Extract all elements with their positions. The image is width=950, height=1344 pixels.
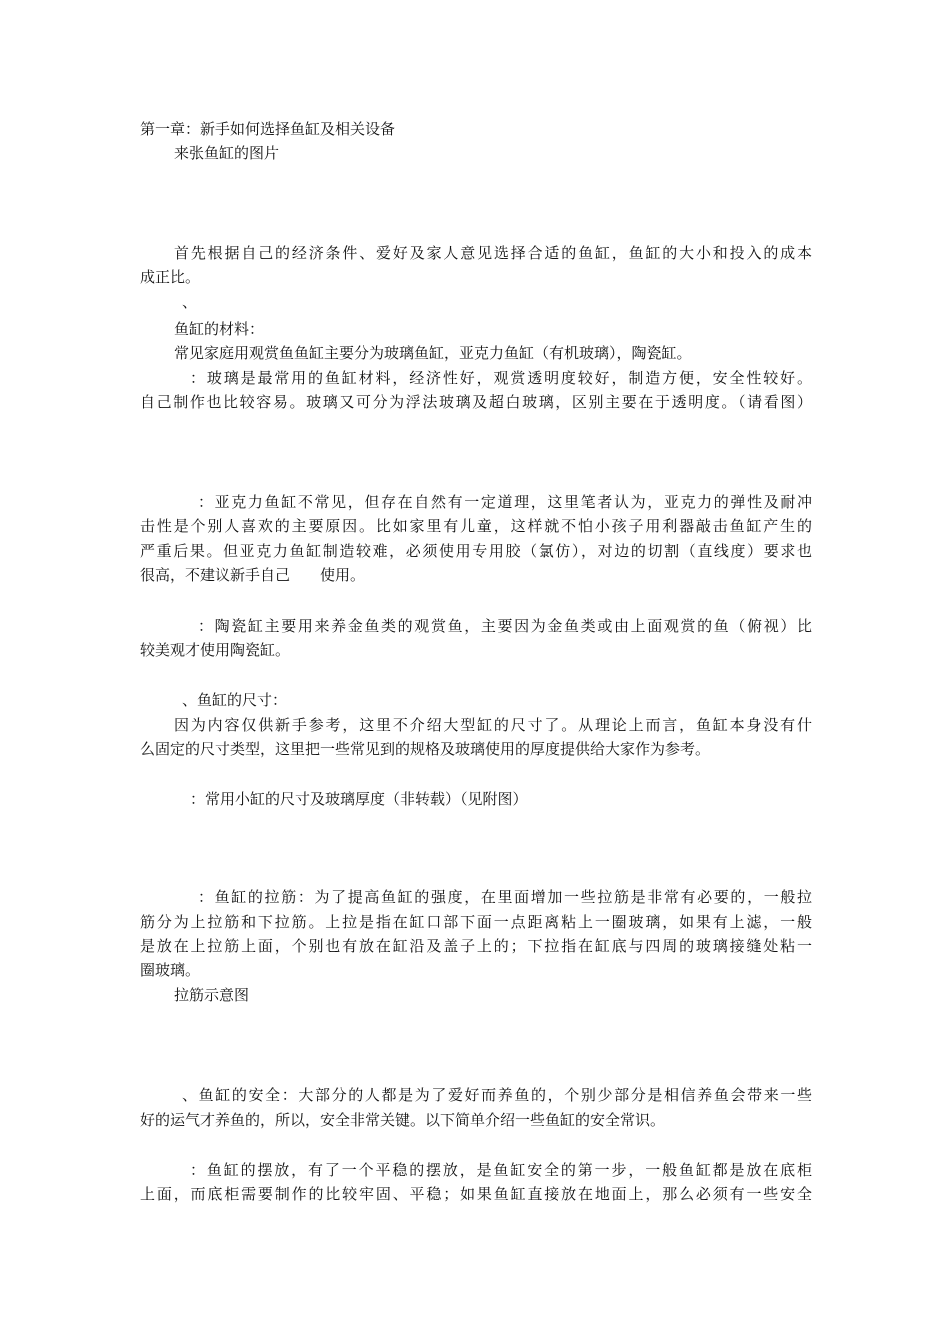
ribs-line-2: 筋分为上拉筋和下拉筋。上拉是指在缸口部下面一点距离粘上一圈玻璃，如果有上滤，一般 [140,913,812,931]
list-mark: 、 [182,293,198,311]
size-line-1: 因为内容仅供新手参考，这里不介绍大型缸的尺寸了。从理论上而言，鱼缸本身没有什 [174,716,812,734]
glass-line-1: ：玻璃是最常用的鱼缸材料，经济性好，观赏透明度较好，制造方便，安全性较好。 [190,369,812,387]
ribs-line-1: ：鱼缸的拉筋：为了提高鱼缸的强度，在里面增加一些拉筋是非常有必要的，一般拉 [198,888,812,906]
intro-line-1: 首先根据自己的经济条件、爱好及家人意见选择合适的鱼缸，鱼缸的大小和投入的成本 [174,244,812,262]
materials-overview: 常见家庭用观赏鱼鱼缸主要分为玻璃鱼缸，亚克力鱼缸（有机玻璃），陶瓷缸。 [174,344,692,362]
intro-line-2: 成正比。 [140,268,201,286]
acrylic-line-3: 严重后果。但亚克力鱼缸制造较难，必须使用专用胶（氯仿），对边的切割（直线度）要求也 [140,542,812,560]
chapter-title: 第一章：新手如何选择鱼缸及相关设备 [140,120,396,138]
ribs-line-3: 是放在上拉筋上面，个别也有放在缸沿及盖子上的；下拉指在缸底与四周的玻璃接缝处粘一 [140,937,812,955]
ribs-line-4: 圈玻璃。 [140,961,201,979]
placement-line-1: ：鱼缸的摆放，有了一个平稳的摆放，是鱼缸安全的第一步，一般鱼缸都是放在底柜 [190,1161,812,1179]
safety-line-1: 、鱼缸的安全：大部分的人都是为了爱好而养鱼的，个别少部分是相信养鱼会带来一些 [182,1086,812,1104]
ceramic-line-1: ：陶瓷缸主要用来养金鱼类的观赏鱼，主要因为金鱼类或由上面观赏的鱼（俯视）比 [198,617,812,635]
photo-caption: 来张鱼缸的图片 [174,144,280,162]
materials-heading: 鱼缸的材料： [174,320,265,338]
acrylic-line-1: ：亚克力鱼缸不常见，但存在自然有一定道理，这里笔者认为，亚克力的弹性及耐冲 [198,493,812,511]
acrylic-line-2: 击性是个别人喜欢的主要原因。比如家里有儿童，这样就不怕小孩子用利器敲击鱼缸产生的 [140,517,812,535]
safety-line-2: 好的运气才养鱼的，所以，安全非常关键。以下简单介绍一些鱼缸的安全常识。 [140,1111,666,1129]
acrylic-line-4: 很高，不建议新手自己 使用。 [140,566,366,584]
ceramic-line-2: 较美观才使用陶瓷缸。 [140,641,291,659]
size-heading: 、鱼缸的尺寸： [182,691,288,709]
placement-line-2: 上面，而底柜需要制作的比较牢固、平稳；如果鱼缸直接放在地面上，那么必须有一些安全 [140,1185,812,1203]
ribs-caption: 拉筋示意图 [174,986,250,1004]
size-line-2: 么固定的尺寸类型，这里把一些常见到的规格及玻璃使用的厚度提供给大家作为参考。 [140,740,711,758]
glass-line-2: 自己制作也比较容易。玻璃又可分为浮法玻璃及超白玻璃，区别主要在于透明度。（请看图） [140,393,812,411]
size-table-note: ：常用小缸的尺寸及玻璃厚度（非转载）（见附图） [190,790,528,808]
